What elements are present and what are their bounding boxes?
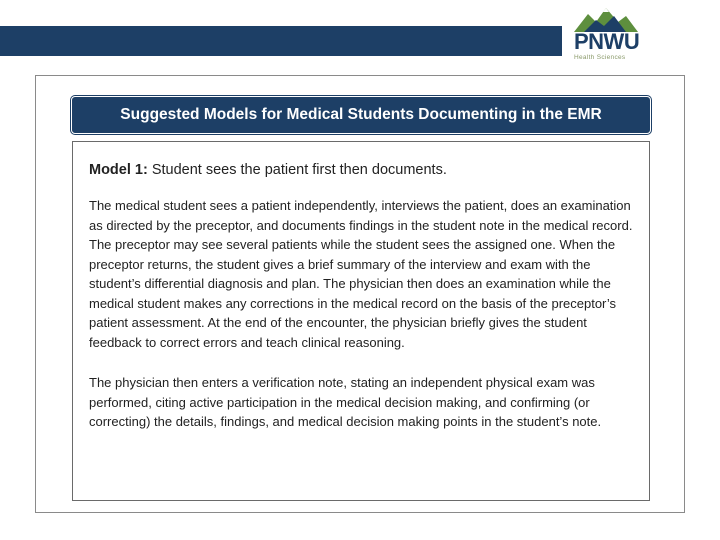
logo-wordmark: PNWU	[574, 29, 640, 54]
slide-title: Suggested Models for Medical Students Documenting in the EMR	[71, 96, 651, 134]
logo-subtitle: Health Sciences	[574, 54, 626, 61]
paragraph-workflow: The medical student sees a patient independently, interviews the patient, does an examination as directed by the preceptor, and documents findings in the student note in the medical record. The preceptor may see several patients while the student sees the assigned one. When the preceptor returns, the student gives a brief summary of the interview and exam with the student’s differential diagnosis and plan. The physician then does an examination while the medical student makes any corrections in the medical record on the basis of the preceptor’s patient assessment. At the end of the encounter, the physician briefly gives the student feedback to correct errors and teach clinical reasoning.	[89, 198, 633, 350]
model-label: Model 1:	[89, 162, 148, 178]
paragraph-verification: The physician then enters a verification note, stating an independent physical exam was performed, citing active participation in the medical decision making, and confirming (or correcting) the details, findings, and medical decision making points in the student’s note.	[89, 375, 602, 429]
content-box	[72, 141, 650, 501]
model-heading	[89, 162, 637, 178]
header-band	[0, 26, 562, 56]
model-description: Student sees the patient first then documents.	[147, 162, 447, 178]
pnwu-logo	[566, 4, 716, 64]
